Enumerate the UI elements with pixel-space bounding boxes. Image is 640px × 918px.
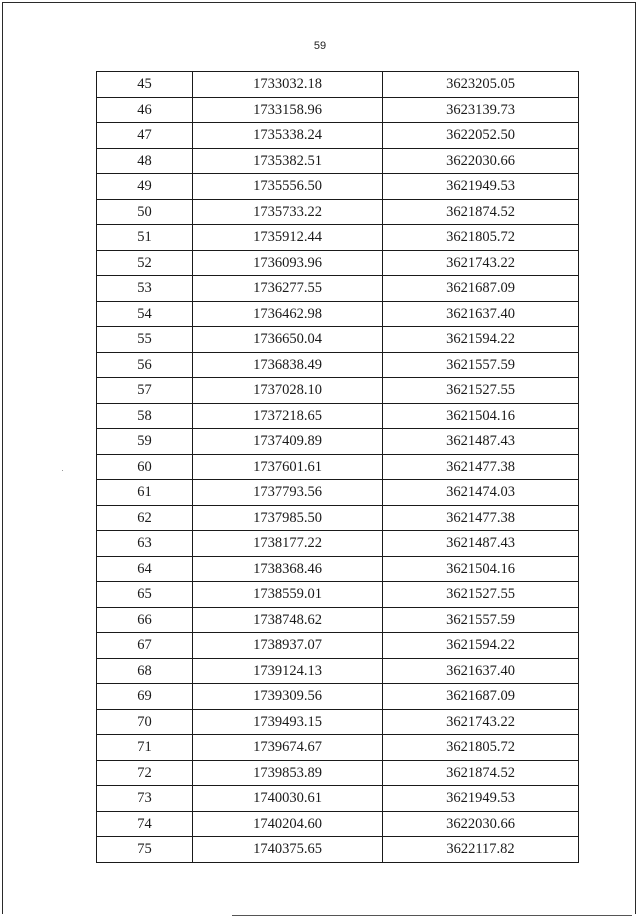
point-number-cell: 55 (97, 327, 193, 353)
x-coordinate-cell: 1740030.61 (193, 786, 383, 812)
y-coordinate-cell: 3622030.66 (383, 148, 579, 174)
table-row (97, 556, 579, 582)
y-coordinate-cell: 3623205.05 (383, 72, 579, 98)
point-number-cell: 59 (97, 429, 193, 455)
x-coordinate-cell: 1739493.15 (193, 709, 383, 735)
y-coordinate-cell: 3621949.53 (383, 786, 579, 812)
y-coordinate-cell: 3621874.52 (383, 199, 579, 225)
point-number-cell: 61 (97, 480, 193, 506)
table-row (97, 811, 579, 837)
x-coordinate-cell: 1739853.89 (193, 760, 383, 786)
x-coordinate-cell: 1735912.44 (193, 225, 383, 251)
y-coordinate-cell: 3621477.38 (383, 505, 579, 531)
table-row (97, 327, 579, 353)
table-row (97, 582, 579, 608)
point-number-cell: 45 (97, 72, 193, 98)
table-row (97, 684, 579, 710)
x-coordinate-cell: 1740375.65 (193, 837, 383, 863)
y-coordinate-cell: 3622052.50 (383, 123, 579, 149)
y-coordinate-cell: 3622030.66 (383, 811, 579, 837)
scan-speck (62, 470, 63, 471)
x-coordinate-cell: 1738177.22 (193, 531, 383, 557)
y-coordinate-cell: 3621637.40 (383, 301, 579, 327)
y-coordinate-cell: 3621743.22 (383, 250, 579, 276)
table-row (97, 199, 579, 225)
table-row (97, 352, 579, 378)
table-row (97, 760, 579, 786)
point-number-cell: 64 (97, 556, 193, 582)
x-coordinate-cell: 1733158.96 (193, 97, 383, 123)
table-row (97, 123, 579, 149)
table-row (97, 480, 579, 506)
y-coordinate-cell: 3622117.82 (383, 837, 579, 863)
table-row (97, 607, 579, 633)
x-coordinate-cell: 1740204.60 (193, 811, 383, 837)
table-row (97, 786, 579, 812)
table-row (97, 403, 579, 429)
table-row (97, 97, 579, 123)
x-coordinate-cell: 1736650.04 (193, 327, 383, 353)
x-coordinate-cell: 1736462.98 (193, 301, 383, 327)
point-number-cell: 72 (97, 760, 193, 786)
x-coordinate-cell: 1737218.65 (193, 403, 383, 429)
point-number-cell: 69 (97, 684, 193, 710)
y-coordinate-cell: 3621487.43 (383, 429, 579, 455)
x-coordinate-cell: 1735338.24 (193, 123, 383, 149)
table-row (97, 454, 579, 480)
x-coordinate-cell: 1736838.49 (193, 352, 383, 378)
point-number-cell: 73 (97, 786, 193, 812)
point-number-cell: 47 (97, 123, 193, 149)
point-number-cell: 70 (97, 709, 193, 735)
y-coordinate-cell: 3621743.22 (383, 709, 579, 735)
point-number-cell: 60 (97, 454, 193, 480)
x-coordinate-cell: 1737601.61 (193, 454, 383, 480)
y-coordinate-cell: 3621687.09 (383, 276, 579, 302)
table-row (97, 837, 579, 863)
table-row (97, 301, 579, 327)
y-coordinate-cell: 3621527.55 (383, 378, 579, 404)
x-coordinate-cell: 1733032.18 (193, 72, 383, 98)
x-coordinate-cell: 1735733.22 (193, 199, 383, 225)
table-row (97, 276, 579, 302)
x-coordinate-cell: 1737985.50 (193, 505, 383, 531)
y-coordinate-cell: 3621805.72 (383, 735, 579, 761)
x-coordinate-cell: 1738368.46 (193, 556, 383, 582)
y-coordinate-cell: 3621527.55 (383, 582, 579, 608)
point-number-cell: 52 (97, 250, 193, 276)
table-row (97, 250, 579, 276)
table-row (97, 531, 579, 557)
y-coordinate-cell: 3621504.16 (383, 403, 579, 429)
y-coordinate-cell: 3621687.09 (383, 684, 579, 710)
y-coordinate-cell: 3621637.40 (383, 658, 579, 684)
x-coordinate-cell: 1739674.67 (193, 735, 383, 761)
x-coordinate-cell: 1738559.01 (193, 582, 383, 608)
y-coordinate-cell: 3621504.16 (383, 556, 579, 582)
x-coordinate-cell: 1736093.96 (193, 250, 383, 276)
coordinates-table-body (97, 72, 579, 863)
x-coordinate-cell: 1736277.55 (193, 276, 383, 302)
table-row (97, 633, 579, 659)
point-number-cell: 56 (97, 352, 193, 378)
page-number: 59 (313, 40, 327, 52)
x-coordinate-cell: 1739309.56 (193, 684, 383, 710)
point-number-cell: 50 (97, 199, 193, 225)
x-coordinate-cell: 1738937.07 (193, 633, 383, 659)
point-number-cell: 74 (97, 811, 193, 837)
table-row (97, 378, 579, 404)
table-row (97, 148, 579, 174)
page-bottom-edge (232, 915, 632, 916)
y-coordinate-cell: 3621594.22 (383, 633, 579, 659)
point-number-cell: 67 (97, 633, 193, 659)
point-number-cell: 48 (97, 148, 193, 174)
coordinates-table (96, 71, 579, 863)
point-number-cell: 49 (97, 174, 193, 200)
x-coordinate-cell: 1739124.13 (193, 658, 383, 684)
point-number-cell: 51 (97, 225, 193, 251)
y-coordinate-cell: 3621557.59 (383, 352, 579, 378)
table-row (97, 658, 579, 684)
table-row (97, 735, 579, 761)
y-coordinate-cell: 3621477.38 (383, 454, 579, 480)
point-number-cell: 53 (97, 276, 193, 302)
table-row (97, 505, 579, 531)
y-coordinate-cell: 3621557.59 (383, 607, 579, 633)
y-coordinate-cell: 3623139.73 (383, 97, 579, 123)
table-row (97, 72, 579, 98)
x-coordinate-cell: 1735556.50 (193, 174, 383, 200)
point-number-cell: 68 (97, 658, 193, 684)
point-number-cell: 57 (97, 378, 193, 404)
x-coordinate-cell: 1735382.51 (193, 148, 383, 174)
table-row (97, 225, 579, 251)
point-number-cell: 75 (97, 837, 193, 863)
y-coordinate-cell: 3621874.52 (383, 760, 579, 786)
point-number-cell: 71 (97, 735, 193, 761)
point-number-cell: 65 (97, 582, 193, 608)
table-row (97, 429, 579, 455)
y-coordinate-cell: 3621949.53 (383, 174, 579, 200)
y-coordinate-cell: 3621474.03 (383, 480, 579, 506)
x-coordinate-cell: 1737409.89 (193, 429, 383, 455)
point-number-cell: 46 (97, 97, 193, 123)
y-coordinate-cell: 3621805.72 (383, 225, 579, 251)
table-row (97, 174, 579, 200)
x-coordinate-cell: 1737793.56 (193, 480, 383, 506)
table-row (97, 709, 579, 735)
y-coordinate-cell: 3621594.22 (383, 327, 579, 353)
point-number-cell: 58 (97, 403, 193, 429)
point-number-cell: 62 (97, 505, 193, 531)
point-number-cell: 54 (97, 301, 193, 327)
y-coordinate-cell: 3621487.43 (383, 531, 579, 557)
point-number-cell: 66 (97, 607, 193, 633)
point-number-cell: 63 (97, 531, 193, 557)
x-coordinate-cell: 1737028.10 (193, 378, 383, 404)
x-coordinate-cell: 1738748.62 (193, 607, 383, 633)
